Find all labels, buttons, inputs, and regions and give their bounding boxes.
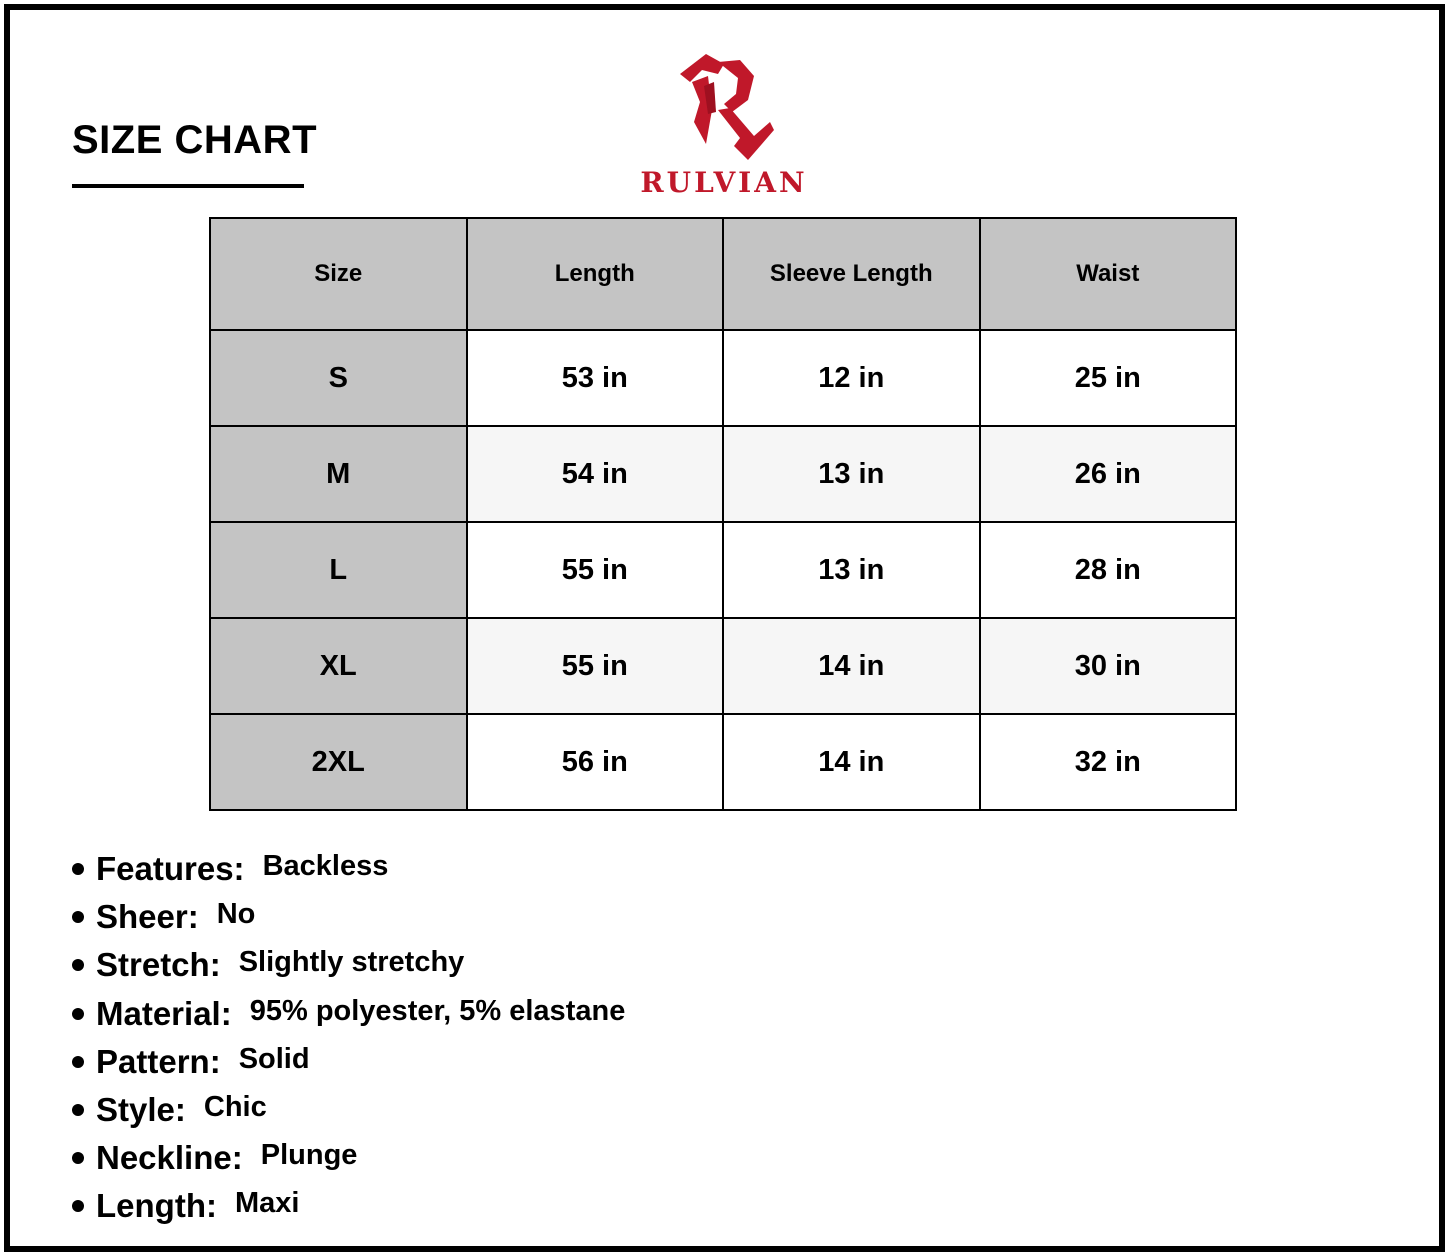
detail-value: Chic [203, 1090, 267, 1123]
detail-value: Plunge [260, 1139, 358, 1172]
table-row [210, 714, 1236, 810]
bullet-icon [72, 1104, 84, 1116]
bullet-icon [72, 1152, 84, 1164]
bullet-icon [72, 911, 84, 923]
detail-label: Style: [96, 1090, 186, 1128]
column-header: Sleeve Length [723, 218, 980, 330]
waist-cell: 30 in [980, 618, 1237, 714]
size-cell: 2XL [210, 714, 467, 810]
size-cell: XL [210, 618, 467, 714]
table-row [210, 426, 1236, 522]
bullet-icon [72, 863, 84, 875]
detail-value: Maxi [234, 1187, 300, 1220]
list-item [72, 846, 625, 894]
size-cell: L [210, 522, 467, 618]
size-cell: S [210, 330, 467, 426]
list-item [72, 1087, 625, 1135]
waist-cell: 25 in [980, 330, 1237, 426]
brand-name: RULVIAN [640, 166, 808, 199]
length-cell: 55 in [467, 522, 724, 618]
table-header-row [210, 218, 1236, 330]
waist-cell: 28 in [980, 522, 1237, 618]
bullet-icon [72, 1056, 84, 1068]
list-item [72, 991, 625, 1039]
waist-cell: 32 in [980, 714, 1237, 810]
detail-label: Material: [96, 994, 232, 1032]
sleeve-cell: 13 in [723, 426, 980, 522]
table-row [210, 330, 1236, 426]
sleeve-cell: 14 in [723, 618, 980, 714]
length-cell: 54 in [467, 426, 724, 522]
detail-label: Features: [96, 850, 245, 887]
list-item [72, 894, 625, 942]
detail-label: Length: [96, 1187, 217, 1225]
detail-label: Stretch: [96, 946, 221, 984]
sleeve-cell: 12 in [723, 330, 980, 426]
brand-logo [626, 52, 826, 202]
list-item [72, 942, 625, 990]
list-item [72, 1183, 625, 1231]
list-item [72, 1039, 625, 1087]
length-cell: 53 in [467, 330, 724, 426]
table-row [210, 522, 1236, 618]
detail-value: 95% polyester, 5% elastane [249, 994, 626, 1027]
detail-label: Pattern: [96, 1042, 221, 1080]
size-cell: M [210, 426, 467, 522]
sleeve-cell: 13 in [723, 522, 980, 618]
detail-value: Backless [262, 850, 389, 882]
detail-value: No [216, 898, 256, 931]
column-header: Waist [980, 218, 1237, 330]
page-title: SIZE CHART [72, 118, 317, 162]
title-underline [72, 184, 304, 188]
bullet-icon [72, 959, 84, 971]
waist-cell: 26 in [980, 426, 1237, 522]
bullet-icon [72, 1200, 84, 1212]
detail-label: Sheer: [96, 898, 199, 936]
length-cell: 56 in [467, 714, 724, 810]
sleeve-cell: 14 in [723, 714, 980, 810]
brand-r-icon [678, 52, 778, 162]
table-row [210, 618, 1236, 714]
product-details-list [72, 846, 625, 1232]
detail-value: Slightly stretchy [238, 946, 465, 979]
length-cell: 55 in [467, 618, 724, 714]
bullet-icon [72, 1008, 84, 1020]
list-item [72, 1135, 625, 1183]
column-header: Size [210, 218, 467, 330]
detail-value: Solid [238, 1042, 310, 1075]
detail-label: Neckline: [96, 1139, 243, 1177]
column-header: Length [467, 218, 724, 330]
size-table [209, 217, 1237, 811]
